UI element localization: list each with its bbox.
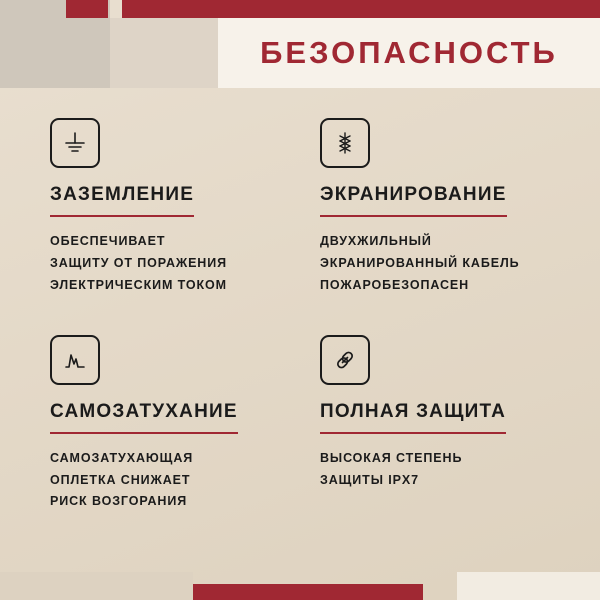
- shielding-icon: [320, 118, 370, 168]
- feature-body-line: САМОЗАТУХАЮЩАЯ: [50, 450, 194, 465]
- feature-body-line: ДВУХЖИЛЬНЫЙ: [320, 234, 432, 248]
- feature-body-line: ВЫСОКАЯ СТЕПЕНЬ: [320, 450, 463, 465]
- feature-body: [50, 448, 290, 514]
- feature-card-shielding: [320, 118, 560, 297]
- feature-body-line: РИСК ВОЗГОРАНИЯ: [50, 494, 188, 509]
- feature-body-line: ЗАЩИТУ ОТ ПОРАЖЕНИЯ: [50, 255, 227, 270]
- feature-grid: [50, 118, 560, 513]
- decor-top-second-block: [110, 18, 218, 88]
- decor-bottom-left-block: [0, 572, 193, 600]
- feature-body-line: ЗАЩИТЫ IPX7: [320, 472, 419, 487]
- decor-bottom-right-block: [457, 572, 600, 600]
- decor-top-red-bar-left: [66, 0, 108, 18]
- feature-title: ЗАЗЕМЛЕНИЕ: [50, 184, 194, 217]
- feature-body-line: ПОЖАРОБЕЗОПАСЕН: [320, 277, 470, 292]
- feature-body-line: ЭЛЕКТРИЧЕСКИМ ТОКОМ: [50, 277, 227, 292]
- feature-body-line: ОПЛЕТКА СНИЖАЕТ: [50, 472, 191, 487]
- feature-body-line: ЭКРАНИРОВАННЫЙ КАБЕЛЬ: [320, 255, 520, 270]
- full-protection-icon: [320, 335, 370, 385]
- decor-bottom-red-bar: [193, 584, 423, 600]
- feature-title: ПОЛНАЯ ЗАЩИТА: [320, 401, 506, 434]
- feature-card-grounding: [50, 118, 290, 297]
- feature-body-line: ОБЕСПЕЧИВАЕТ: [50, 234, 166, 248]
- feature-body: [320, 231, 560, 297]
- feature-body: [320, 448, 560, 492]
- decor-top-red-bar-right: [122, 0, 600, 18]
- page-title: БЕЗОПАСНОСТЬ: [260, 35, 558, 70]
- feature-title: ЭКРАНИРОВАНИЕ: [320, 184, 507, 217]
- feature-card-full-protection: [320, 335, 560, 514]
- self-extinguishing-icon: [50, 335, 100, 385]
- grounding-icon: [50, 118, 100, 168]
- feature-body: [50, 231, 290, 297]
- feature-card-self-extinguishing: [50, 335, 290, 514]
- feature-title: САМОЗАТУХАНИЕ: [50, 401, 238, 434]
